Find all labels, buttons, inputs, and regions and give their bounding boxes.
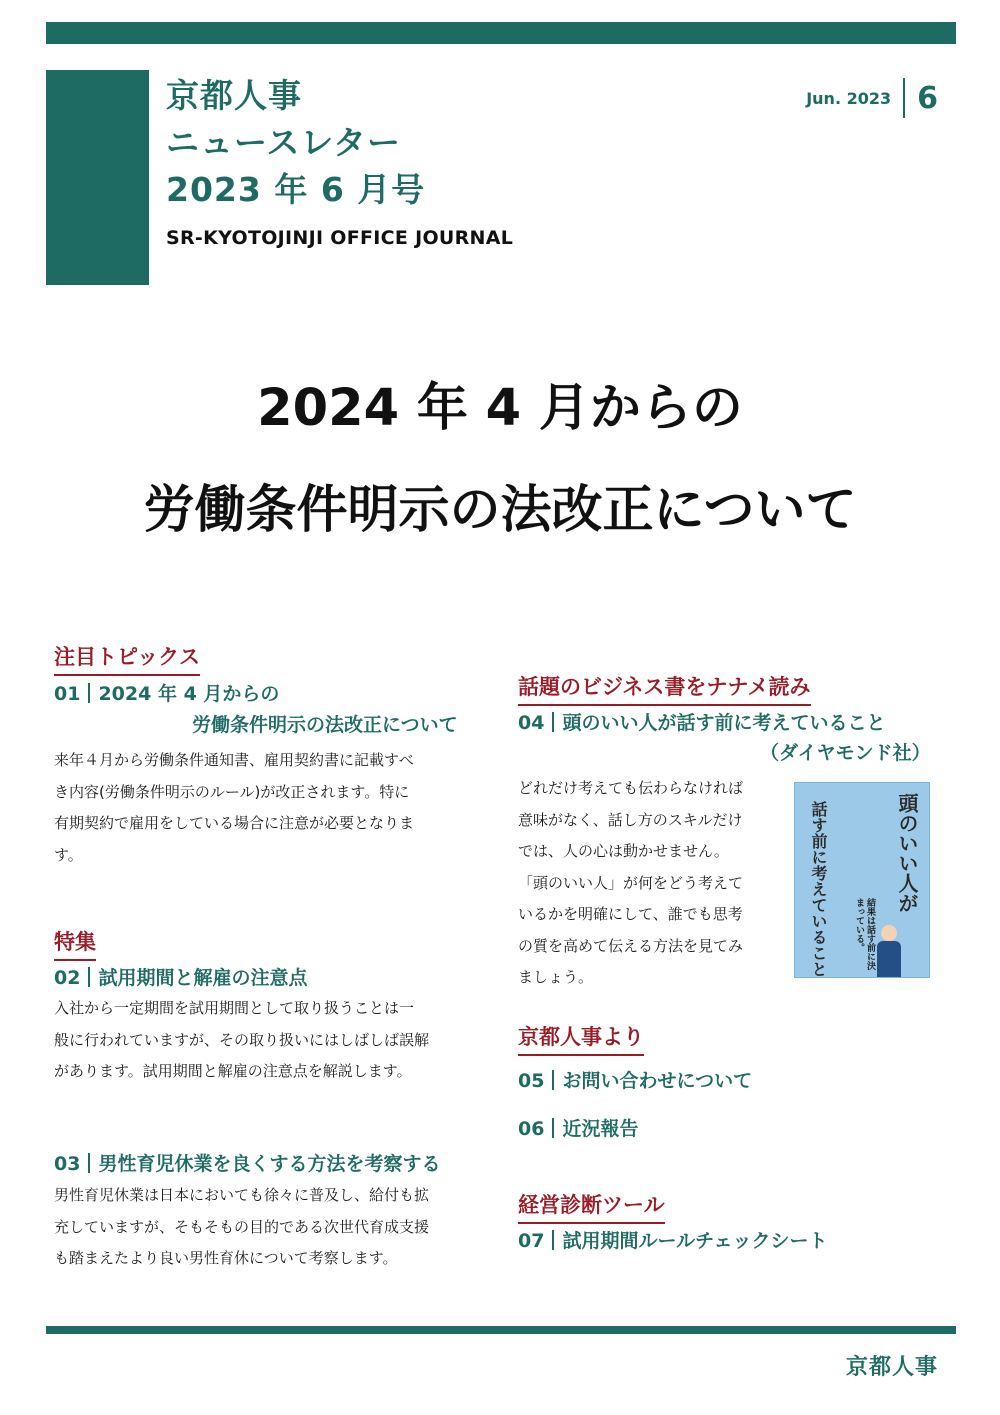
item-01-title[interactable] xyxy=(54,681,279,707)
issue-date: Jun. 2023 xyxy=(806,88,892,108)
headline-line1: 2024 年 4 月からの xyxy=(257,379,743,438)
book-cover-image xyxy=(794,782,930,978)
item-04-number: 04 xyxy=(518,712,545,734)
item-02-title[interactable] xyxy=(54,965,307,991)
item-05-number: 05 xyxy=(518,1070,545,1092)
newsletter-title-line2: ニュースレター xyxy=(166,123,402,162)
item-04-body xyxy=(518,773,788,994)
body-line: では、人の心は動かせません。 xyxy=(518,842,729,860)
item-05-title[interactable] xyxy=(518,1068,752,1094)
bottom-rule xyxy=(46,1326,956,1334)
item-01-title-line1: 2024 年 4 月からの xyxy=(98,683,280,705)
masthead xyxy=(166,72,513,249)
footer-brand: 京都人事 xyxy=(845,1355,938,1380)
body-line: どれだけ考えても伝わらなければ xyxy=(518,779,744,797)
body-line: 意味がなく、話し方のスキルだけ xyxy=(518,810,743,829)
masthead-block xyxy=(46,70,149,285)
item-separator xyxy=(552,712,554,732)
item-01-body xyxy=(54,745,494,871)
item-01-title-line2[interactable]: 労働条件明示の法改正について xyxy=(192,714,458,736)
item-06-title[interactable] xyxy=(518,1116,638,1142)
issue-separator xyxy=(903,78,905,118)
body-line: 有期契約で雇用をしている場合に注意が必要となりま xyxy=(54,814,415,832)
body-line: があります。試用期間と解雇の注意点を解説します。 xyxy=(54,1062,412,1080)
body-line: 充していますが、そもそもの目的である次世代育成支援 xyxy=(54,1217,430,1236)
item-02-body xyxy=(54,993,494,1088)
item-06-number: 06 xyxy=(518,1118,545,1140)
item-separator xyxy=(88,683,90,703)
item-separator xyxy=(552,1118,554,1138)
book-illustration xyxy=(875,925,903,978)
body-line: 男性育児休業は日本においても徐々に普及し、給付も拡 xyxy=(54,1186,430,1204)
item-05-title-text: お問い合わせについて xyxy=(562,1070,753,1092)
item-04-publisher: （ダイヤモンド社） xyxy=(760,742,931,764)
body-line: 般に行われていますが、その取り扱いにはしばしば誤解 xyxy=(54,1030,430,1049)
item-separator xyxy=(552,1230,554,1250)
item-02-number: 02 xyxy=(54,967,81,989)
section-tools-title: 経営診断ツール xyxy=(518,1192,665,1224)
item-07-title-text: 試用期間ルールチェックシート xyxy=(562,1230,828,1252)
book-cover-title-2: 話す前に考えていること xyxy=(809,801,828,977)
issue-number: 6 xyxy=(917,80,938,116)
item-04-title-text: 頭のいい人が話す前に考えていること xyxy=(562,712,886,734)
item-03-title-text: 男性育児休業を良くする方法を考察する xyxy=(98,1153,441,1175)
body-line: 入社から一定期間を試用期間として取り扱うことは一 xyxy=(54,999,415,1017)
body-line: 来年４月から労働条件通知書、雇用契約書に記載すべ xyxy=(54,751,414,769)
book-cover-title: 頭のいい人が xyxy=(895,793,919,913)
body-line: す。 xyxy=(54,845,83,864)
top-rule xyxy=(46,22,956,44)
issue-title: 2023 年 6 月号 xyxy=(166,170,426,209)
section-feature-title: 特集 xyxy=(54,929,96,961)
book-cover-subtitle: 結果は話す前に決まっている。 xyxy=(854,898,875,970)
body-line: の質を高めて伝える方法を見てみ xyxy=(518,936,744,955)
item-04-title[interactable] xyxy=(518,710,885,736)
illustration-head xyxy=(881,925,897,941)
headline-line2: 労働条件明示の法改正について xyxy=(143,481,857,540)
illustration-body xyxy=(877,941,901,978)
item-separator xyxy=(88,1153,90,1173)
section-office-title: 京都人事より xyxy=(518,1024,644,1056)
item-07-title[interactable] xyxy=(518,1228,828,1254)
section-book-title: 話題のビジネス書をナナメ読み xyxy=(518,674,811,706)
item-01-number: 01 xyxy=(54,683,81,705)
item-06-title-text: 近況報告 xyxy=(562,1118,639,1140)
item-07-number: 07 xyxy=(518,1230,545,1252)
section-topics-title: 注目トピックス xyxy=(54,644,200,676)
item-separator xyxy=(88,967,90,987)
body-line: き内容(労働条件明示のルール)が改正されます。特に xyxy=(54,782,410,801)
item-03-body xyxy=(54,1180,494,1275)
item-02-title-text: 試用期間と解雇の注意点 xyxy=(98,967,308,989)
item-separator xyxy=(552,1070,554,1090)
issue-info xyxy=(806,78,938,118)
body-line: 「頭のいい人」が何をどう考えて xyxy=(518,873,744,892)
newsletter-title: 京都人事 xyxy=(166,76,302,115)
item-03-title[interactable] xyxy=(54,1151,440,1177)
journal-subtitle: SR-KYOTOJINJI OFFICE JOURNAL xyxy=(166,227,514,249)
body-line: いるかを明確にして、誰でも思考 xyxy=(518,905,743,923)
body-line: も踏まえたより良い男性育休について考察します。 xyxy=(54,1249,398,1267)
body-line: ましょう。 xyxy=(518,968,594,986)
item-03-number: 03 xyxy=(54,1153,81,1175)
